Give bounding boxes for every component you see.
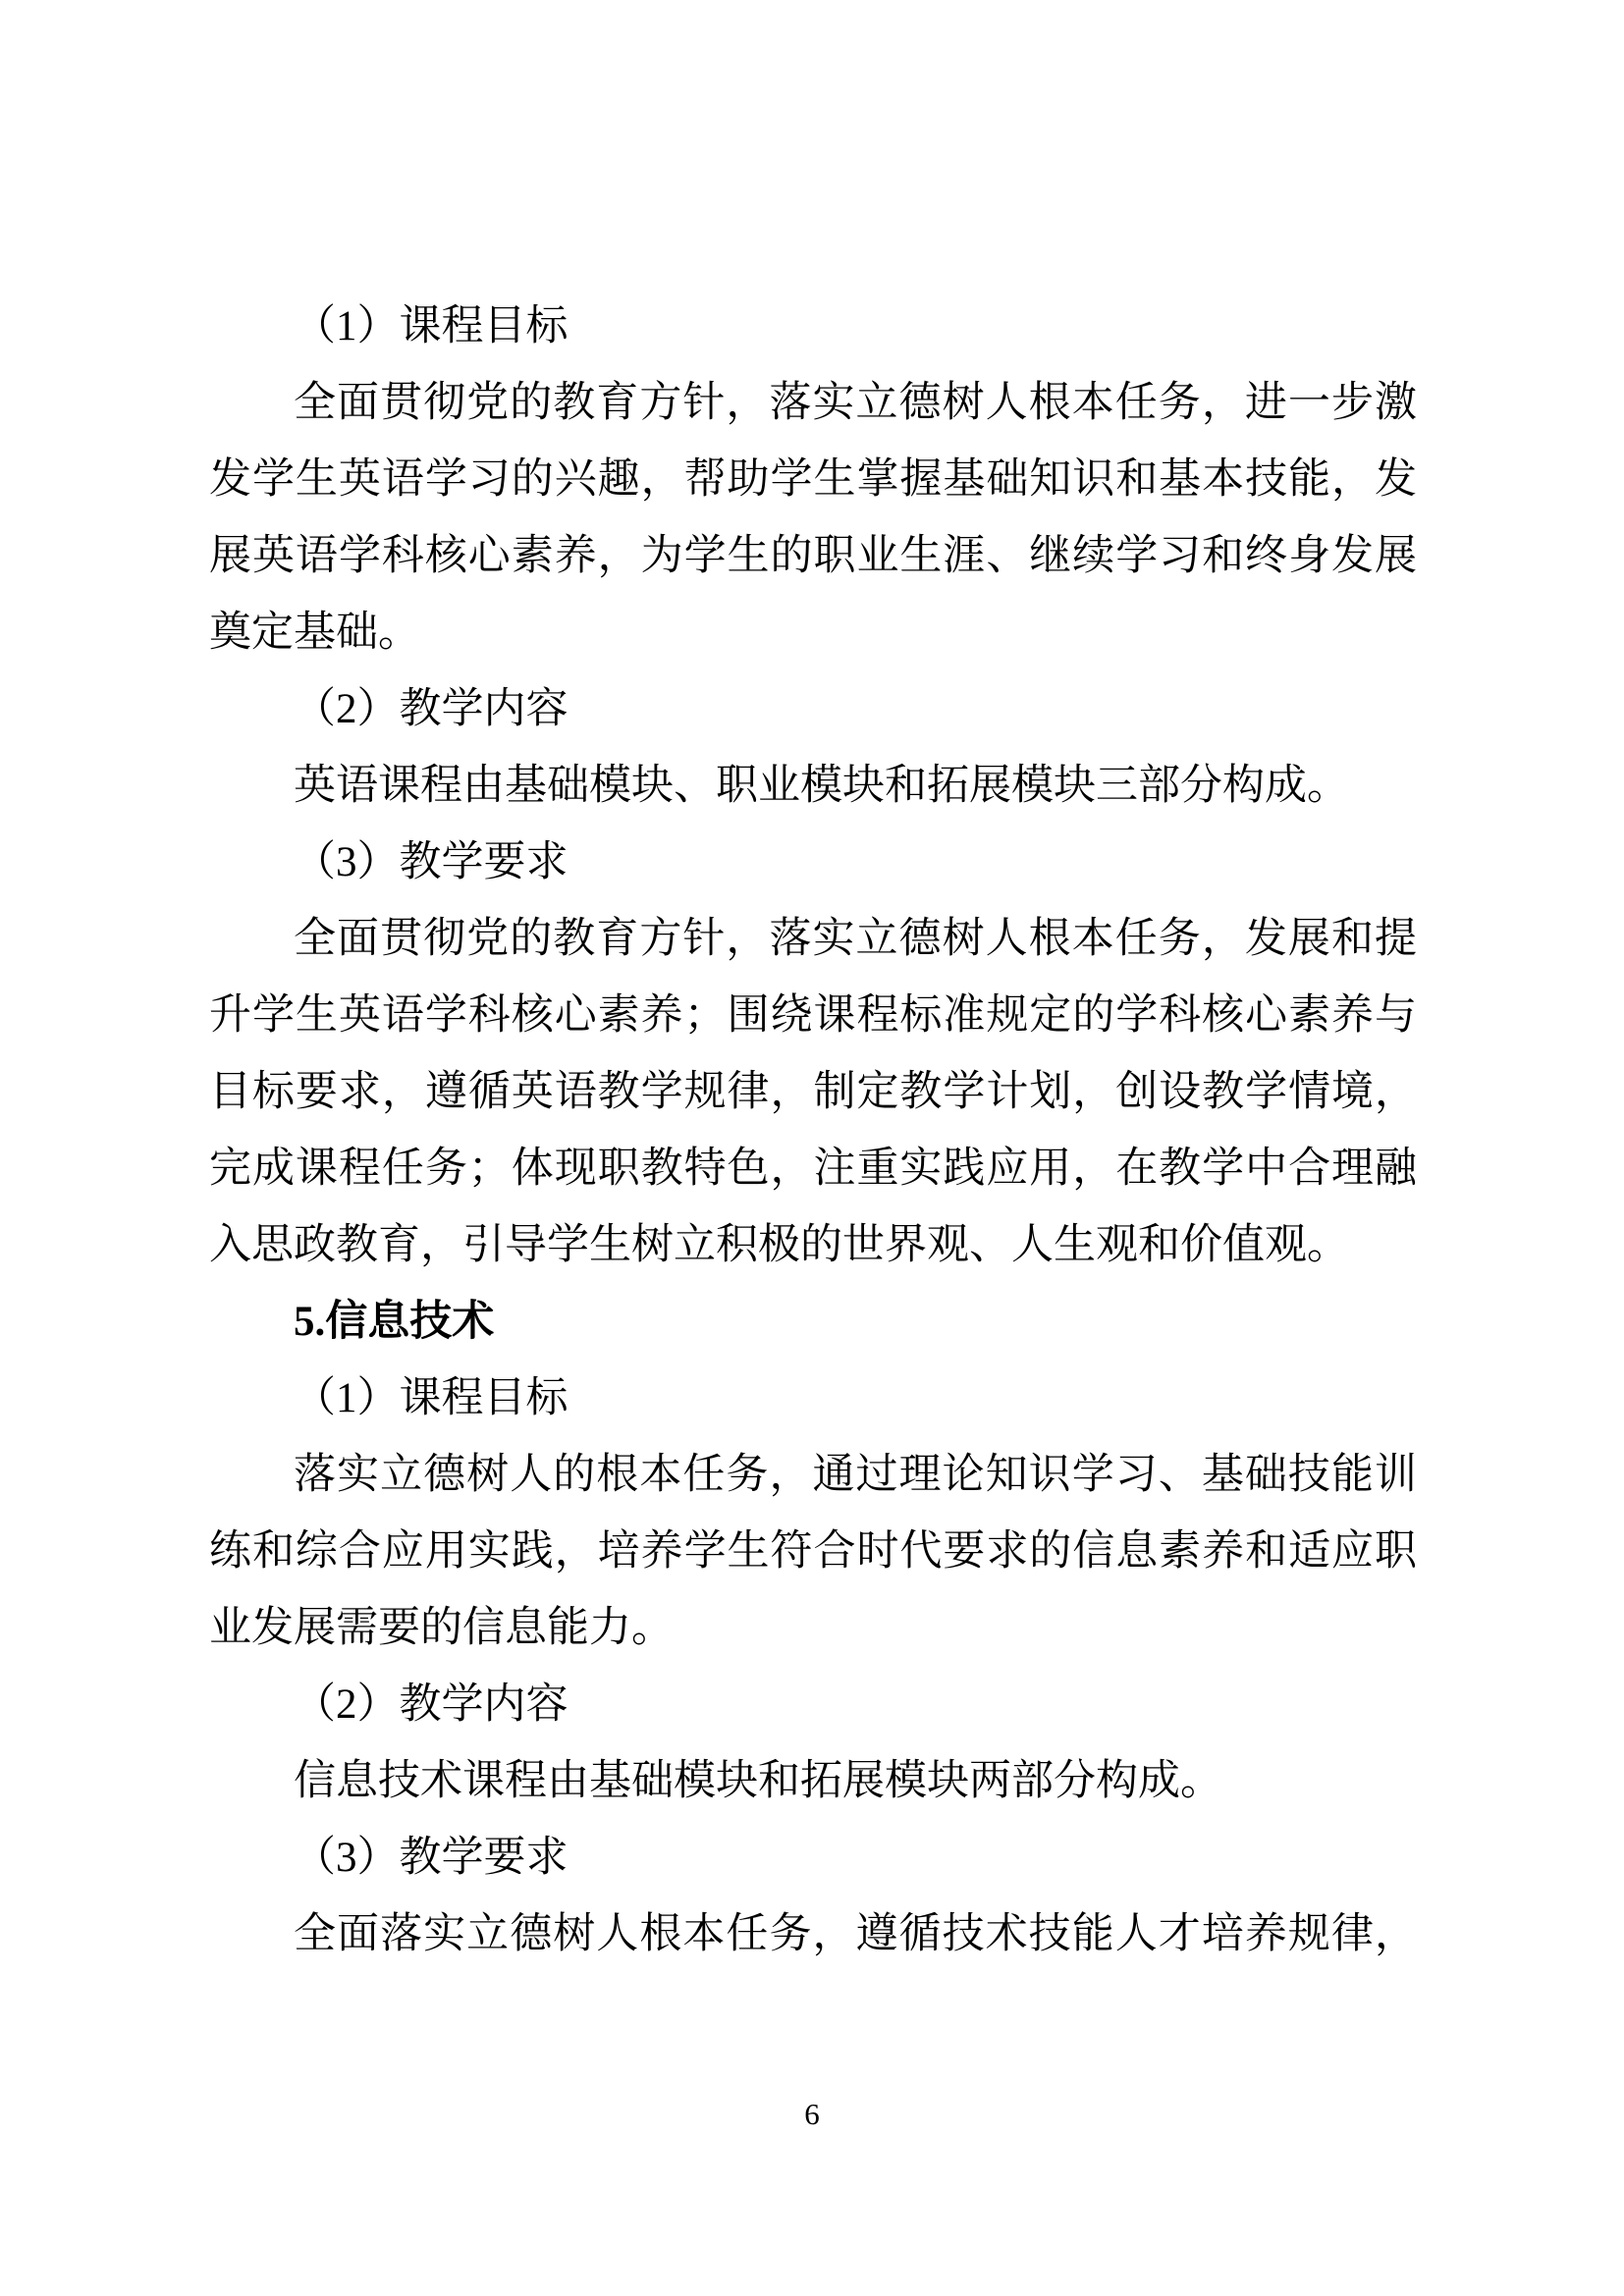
text-line: 业发展需要的信息能力。 [209, 1605, 674, 1651]
text-line: 展英语学科核心素养，为学生的职业生涯、继续学习和终身发展 [209, 533, 1417, 579]
text-line: （1）课程目标 [294, 303, 568, 349]
text-line: （2）教学内容 [294, 686, 568, 732]
text-line: 发学生英语学习的兴趣，帮助学生掌握基础知识和基本技能，发 [209, 456, 1417, 503]
text-line: （1）课程目标 [294, 1375, 568, 1421]
paragraph [209, 365, 1417, 671]
document-body [209, 289, 1417, 1973]
text-line: 练和综合应用实践，培养学生符合时代要求的信息素养和适应职 [209, 1528, 1417, 1575]
text-line: （3）教学要求 [294, 1835, 568, 1881]
text-line: （3）教学要求 [294, 839, 568, 885]
paragraph [209, 901, 1417, 1284]
text-line: 完成课程任务；体现职教特色，注重实践应用，在教学中合理融 [209, 1146, 1417, 1192]
text-line: 全面落实立德树人根本任务，遵循技术技能人才培养规律， [294, 1911, 1417, 1957]
text-line: 落实立德树人的根本任务，通过理论知识学习、基础技能训 [294, 1452, 1417, 1498]
paragraph [209, 1437, 1417, 1667]
text-line: 5.信息技术 [294, 1299, 495, 1345]
text-line: 全面贯彻党的教育方针，落实立德树人根本任务，发展和提 [294, 916, 1417, 962]
sub-heading [209, 825, 1417, 901]
sub-heading [209, 1820, 1417, 1896]
text-line: 入思政教育，引导学生树立积极的世界观、人生观和价值观。 [209, 1222, 1349, 1268]
text-line: 目标要求，遵循英语教学规律，制定教学计划，创设教学情境， [209, 1069, 1417, 1115]
paragraph [209, 1743, 1417, 1820]
text-line: 信息技术课程由基础模块和拓展模块两部分构成。 [294, 1758, 1222, 1804]
section-heading [209, 1284, 1417, 1361]
paragraph [209, 1896, 1417, 1973]
text-line: （2）教学内容 [294, 1682, 568, 1728]
text-line: 英语课程由基础模块、职业模块和拓展模块三部分构成。 [294, 763, 1349, 809]
text-line: 升学生英语学科核心素养；围绕课程标准规定的学科核心素养与 [209, 992, 1417, 1039]
paragraph [209, 748, 1417, 825]
sub-heading [209, 289, 1417, 365]
sub-heading [209, 671, 1417, 748]
text-line: 奠定基础。 [209, 610, 420, 656]
sub-heading [209, 1667, 1417, 1743]
page-number: 6 [804, 2097, 820, 2131]
sub-heading [209, 1361, 1417, 1437]
text-line: 全面贯彻党的教育方针，落实立德树人根本任务，进一步激 [294, 380, 1417, 426]
